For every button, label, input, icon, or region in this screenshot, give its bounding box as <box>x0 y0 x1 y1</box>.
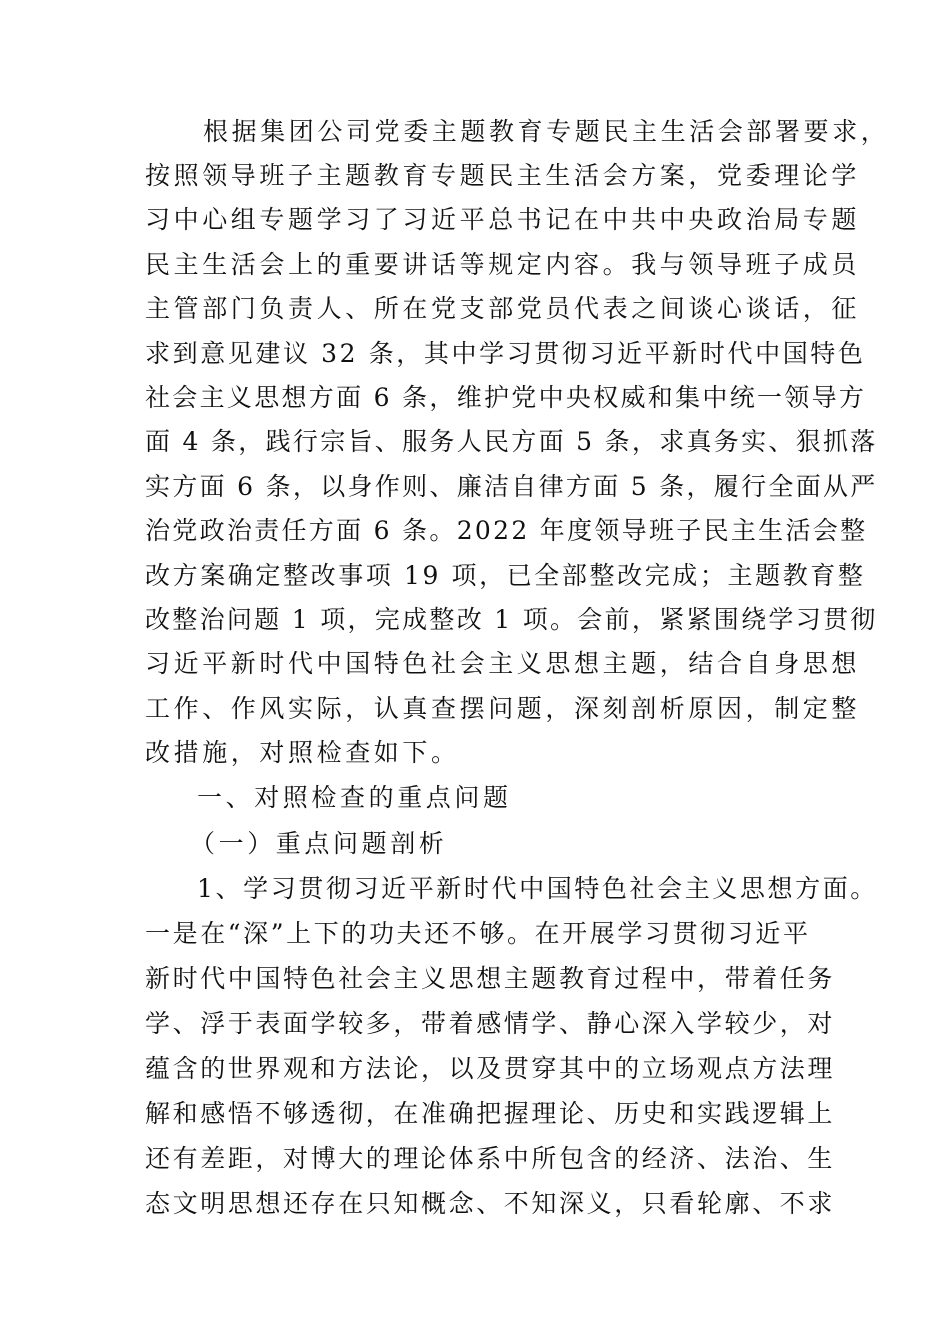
intro-line-13: 习近平新时代中国特色社会主义思想主题，结合自身思想 <box>145 649 861 678</box>
intro-line-2: 按照领导班子主题教育专题民主生活会方案，党委理论学 <box>145 161 861 190</box>
section-line-5: 蕴含的世界观和方法论，以及贯穿其中的立场观点方法理 <box>145 1054 836 1083</box>
section-line-6: 解和感悟不够透彻，在准确把握理论、历史和实践逻辑上 <box>145 1099 836 1128</box>
section-heading-2: （一）重点问题剖析 <box>190 829 448 858</box>
intro-line-10: 治党政治责任方面 6 条。2022 年度领导班子民主生活会整 <box>145 516 868 545</box>
intro-line-9: 实方面 6 条，以身作则、廉洁自律方面 5 条，履行全面从严 <box>145 472 878 501</box>
section-line-4: 学、浮于表面学较多，带着感情学、静心深入学较少，对 <box>145 1009 836 1038</box>
section-line-1: 1、学习贯彻习近平新时代中国特色社会主义思想方面。 <box>197 874 878 903</box>
intro-line-11: 改方案确定整改事项 19 项，已全部整改完成；主题教育整 <box>145 561 866 590</box>
intro-line-14: 工作、作风实际，认真查摆问题，深刻剖析原因，制定整 <box>145 694 861 723</box>
intro-line-4: 民主生活会上的重要讲话等规定内容。我与领导班子成员 <box>145 250 861 279</box>
intro-line-3: 习中心组专题学习了习近平总书记在中共中央政治局专题 <box>145 205 861 234</box>
intro-line-15: 改措施，对照检查如下。 <box>145 738 460 767</box>
intro-line-7: 社会主义思想方面 6 条，维护党中央权威和集中统一领导方 <box>145 383 867 412</box>
section-line-7: 还有差距，对博大的理论体系中所包含的经济、法治、生 <box>145 1144 836 1173</box>
intro-line-6: 求到意见建议 32 条，其中学习贯彻习近平新时代中国特色 <box>145 339 866 368</box>
section-line-3: 新时代中国特色社会主义思想主题教育过程中，带着任务 <box>145 964 836 993</box>
section-heading-1: 一、对照检查的重点问题 <box>197 783 512 812</box>
intro-line-8: 面 4 条，践行宗旨、服务人民方面 5 条，求真务实、狠抓落 <box>145 427 878 456</box>
section-line-8: 态文明思想还存在只知概念、不知深义，只看轮廓、不求 <box>145 1189 836 1218</box>
intro-line-5: 主管部门负责人、所在党支部党员代表之间谈心谈话，征 <box>145 294 861 323</box>
intro-line-12: 改整治问题 1 项，完成整改 1 项。会前，紧紧围绕学习贯彻 <box>145 605 878 634</box>
section-line-2: 一是在“深”上下的功夫还不够。在开展学习贯彻习近平 <box>145 919 811 948</box>
intro-line-1: 根据集团公司党委主题教育专题民主生活会部署要求， <box>203 117 890 146</box>
